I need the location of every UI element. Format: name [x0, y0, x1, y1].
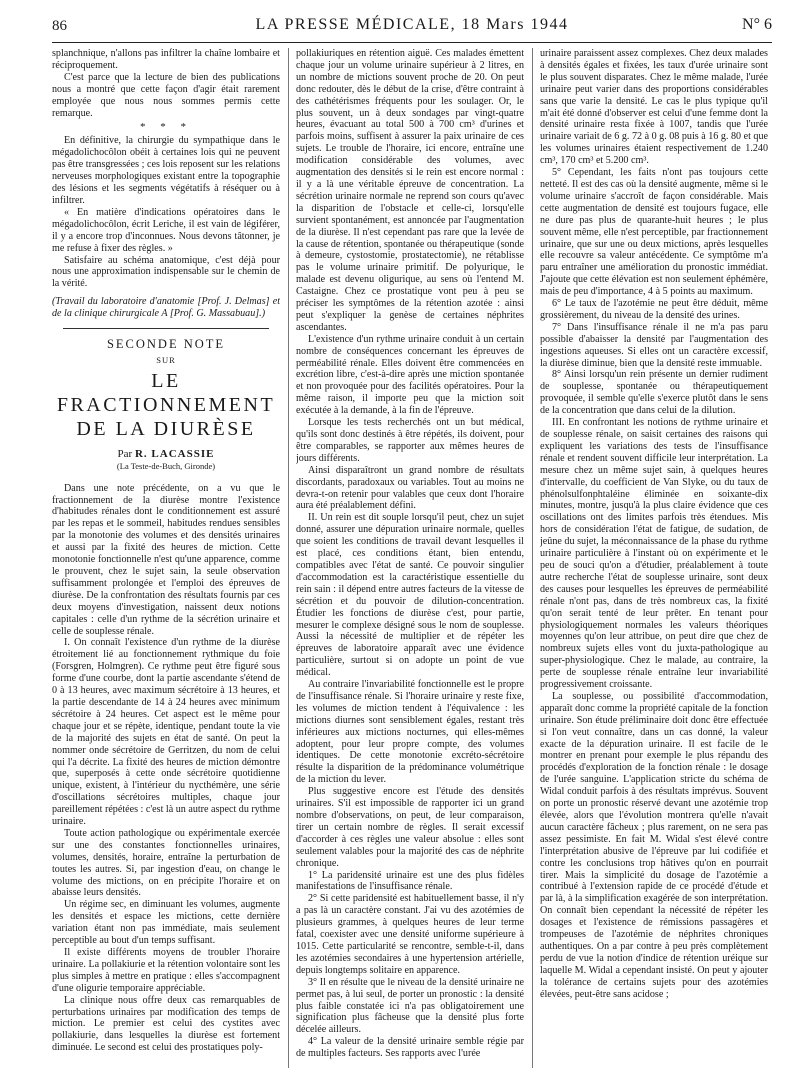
paragraph: C'est parce que la lecture de bien des publications nous a montré que cette façon d'agir était rarement employée que nous nous sommes permis cette remarque.	[52, 71, 280, 119]
note-sur: SUR	[156, 354, 176, 365]
paragraph: splanchnique, n'allons pas infiltrer la chaîne lombaire et réciproquement.	[52, 48, 280, 71]
author-name: R. LACASSIE	[134, 447, 215, 460]
paragraph: La souplesse, ou possibilité d'accommodation, apparaît donc comme la propriété capitale de la fonction urinaire. Son étude préliminaire doit donc être effectuée si l'on veut connaître, dans un cas donné, la valeur exacte de la dépuration urinaire. Il est facile de le montrer en prenant pour exemple le plus répandu des procédés d'exploration de la fonction rénale : le dosage de l'urée sanguine. L'application stricte du schéma de Widal conduit parfois à des résultats imprévus. Souvent on porte un pronostic réservé devant une azotémie trop élevée, alors que l'évolution montrera qu'elle n'avait aucun caractère fâcheux ; plus rarement, on ne sera pas assez pessimiste. En fait M. Widal s'est élevé contre l'interprétation abusive de l'épreuve par lui codifiée et contre les conclusions trop hâtives qu'on en pourrait tirer. Mais la simplicité du dosage de l'azotémie a contribué à l'extension rapide de ce procédé d'étude et par là, à la simplification exagérée de son interprétation. On connaît bien cependant la nécessité de répéter les dosages et l'existence de rémissions passagères et trompeuses de l'azotémie de néphrites chroniques authentiques. On a par contre à peu près complètement perdu de vue la notion d'indice de rétention uréique sur laquelle M. Widal a cependant insisté. On peut y ajouter la tolérance de certains sujets pour des azotémies élevées, peut-être sans acidose ;	[540, 690, 768, 1000]
paragraph: 7° Dans l'insuffisance rénale il ne m'a pas paru possible d'abaisser la densité par l'augmentation des ingestions aqueuses. Si elles ont un caractère excessif, la diurèse diminue, bien que la densité reste immuable.	[540, 321, 768, 369]
column-2	[296, 48, 524, 1068]
affiliation-note: (Travail du laboratoire d'anatomie [Prof. J. Delmas] et de la clinique chirurgicale A [Prof. G. Massabuau].)	[52, 296, 280, 320]
paragraph: 2° Si cette paridensité est habituellement basse, il n'y a pas là un caractère constant. J'ai vu des azotémies de plusieurs grammes, à quelques heures de leur terme fatal, coexister avec une densité uniforme supérieure à 1015. Cette particularité se rencontre, semble-t-il, dans les azotémies secondaires à une hypertension artérielle, depuis longtemps solitaire en apparence.	[296, 893, 524, 976]
paragraph: Il existe différents moyens de troubler l'horaire urinaire. La pollakiurie et la rétention volontaire sont les plus simples à mettre en pratique : elles s'accompagnent d'une oligurie temporaire appréciable.	[52, 947, 280, 994]
paragraph: Satisfaire au schéma anatomique, c'est déjà pour nous une approximation indispensable sur le chemin de la vérité.	[52, 254, 280, 290]
section-asterisks: * * *	[140, 121, 192, 134]
note-heading: SECONDE NOTE	[106, 337, 226, 352]
paragraph: Lorsque les tests recherchés ont un but médical, qu'ils sont donc destinés à être répétés, ils doivent, pour être comparables, se rapporter aux mêmes heures de jours différents.	[296, 417, 524, 464]
paragraph: « En matière d'indications opératoires dans le mégadolichocôlon, écrit Leriche, il est vain de légiférer, il y a encore trop d'inconnues. Nous devons tâtonner, je me refuse à fixer des règles. »	[52, 206, 280, 254]
paragraph: La clinique nous offre deux cas remarquables de perturbations urinaires par modification des temps de miction. Le premier est celui des cystites avec pollakiurie, dans lesquelles la diurèse est fortement diminuée. Le second est celui des prostatiques poly-	[52, 994, 280, 1054]
paragraph: Toute action pathologique ou expérimentale exercée sur une des constantes fonctionnelles urinaires, volumes, densités, horaire, entraîne la perturbation de toutes les autres. Si, par ingestion d'eau, on change le volume des mictions, on en précipite l'horaire et on abaisse leurs densités.	[52, 827, 280, 899]
paragraph: 6° Le taux de l'azotémie ne peut être déduit, même grossièrement, du niveau de la densité des urines.	[540, 298, 768, 321]
paragraph: pollakiuriques en rétention aiguë. Ces malades émettent chaque jour un volume urinaire supérieur à 2 litres, en un nombre de mictions souvent proche de 20. On peut donc redouter, dès le début de la crise, d'être contraint à des cathétérismes fréquents pour les soulager. Or, le plus souvent, un à deux sondages par vingt-quatre heures, évacuant au total 500 à 700 cm³ d'urines et parfois moins, suffisent à assurer la paix urinaire de ces sujets. Le trouble de l'horaire, ici encore, entraîne une modification considérable des volumes, avec augmentation des densités si le rein est encore normal : il y a là une véritable épreuve de concentration. La sécrétion urinaire normale ne reprend son cours qu'avec la disparition de l'obstacle et celle-ci, lorsqu'elle survient spontanément, est annoncée par l'augmentation de la diurèse. Il n'est cependant pas rare que la levée de la cause de rétention, spontanée ou thérapeutique (sonde à demeure, cystostomie, prostatectomie), ne rétablisse pas le volume urinaire primitif. De polyurique, le malade est devenu oligurique, au sens où l'entend M. Castaigne. Chez ce prostatique vont peu à peu se préciser les symptômes de la rétention azotée : ainsi peut s'expliquer la genèse de certaines néphrites ascendantes.	[296, 48, 524, 333]
paragraph: L'existence d'un rythme urinaire conduit à un certain nombre de conséquences concernant les épreuves de perméabilité rénale. Elles doivent être commencées en excrétion libre, c'est-à-dire après une miction spontanée et non provoquée pour des facilités opératoires. Pour la même raison, il importe peu que la miction soit exécutée à la demande, à la fin de l'épreuve.	[296, 333, 524, 417]
paragraph: 4° La valeur de la densité urinaire semble régie par de multiples facteurs. Ses rapports avec l'urée	[296, 1036, 524, 1060]
paragraph: Dans une note précédente, on a vu que le fractionnement de la diurèse montre l'existence d'habitudes rénales dont le conditionnement est assuré par les repas et le sommeil, habitudes rendues sensibles par la monotonie des volumes et des densités urinaires et aussi par la fixité des heures de miction. Cette monotonie fonctionnelle n'est qu'une apparence, comme le prouvent, chez le sujet sain, la seule observation suffisamment prolongée et l'emploi des épreuves de diurèse. De la confrontation des résultats fournis par ces deux moyens d'investigation, naissent deux notions capitales : celle d'un rythme de la sécrétion urinaire et celle de souplesse rénale.	[52, 482, 280, 637]
column-divider	[532, 48, 533, 1068]
paragraph: 8° Ainsi lorsqu'un rein présente un dernier rudiment de souplesse, spontanée ou thérapeutiquement provoquée, il semble qu'elle s'exerce plutôt dans le sens de la concentration que dans celui de la dilution.	[540, 369, 768, 417]
author-prefix: Par	[117, 447, 133, 460]
paragraph: I. On connaît l'existence d'un rythme de la diurèse étroitement lié au fonctionnement rythmique du foie (Forsgren, Holmgren). Ce rythme peut être figuré sous forme d'une courbe, dont la partie ascendante s'étend de 0 à 13 heures, avec maximum sécrétoire à 13 heures, et la partie descendante de 14 à 24 heures avec minimum sécrétoire à 24 heures. Cet aspect est le même pour chaque jour et se répète, identique, pendant toute la vie de la majorité des sujets en état de santé. On peut la nommer onde sécrétoire de Gerritzen, du nom de celui qui l'a décrite. La fixité des heures de miction démontre que, superposés à cette onde sécrétoire quotidienne unique, existent, à l'intérieur du nycthémère, une série d'oscillations sécrétoires multiples, chaque jour pareillement répétées : c'est là un autre aspect du rythme urinaire.	[52, 637, 280, 828]
article-columns	[52, 48, 772, 1068]
paragraph: urinaire paraissent assez complexes. Chez deux malades à densités égales et fixées, les taux d'urée urinaire sont le plus souvent disparates. Chez le même malade, l'urée urinaire peut varier dans des proportions considérables sans que varie la densité. Le cas le plus typique qu'il m'ait été donné d'observer est celui d'une femme dont la densité urinaire resta fixée à 1007, tandis que l'urée urinaire variait de 6 g. 72 à 0 g. 08 puis à 16 g. 80 et que les volumes urinaires étaient respectivement de 1.240 cm³, 170 cm³ et 5.200 cm³.	[540, 48, 768, 167]
author-location: (La Teste-de-Buch, Gironde)	[116, 460, 216, 471]
column-1	[52, 48, 280, 1068]
article-title-line-2: DE LA DIURÈSE	[76, 417, 256, 440]
page-header	[52, 14, 772, 43]
issue-number: N° 6	[742, 16, 772, 33]
journal-title: LA PRESSE MÉDICALE, 18 Mars 1944	[255, 16, 569, 33]
article-separator	[63, 328, 268, 329]
column-divider	[288, 48, 289, 1068]
article-title-line-1: LE FRACTIONNEMENT	[56, 369, 276, 416]
paragraph: 3° Il en résulte que le niveau de la densité urinaire ne permet pas, à lui seul, de porter un pronostic : la densité plus faible constatée ici n'a pas obligatoirement une signification plus fâcheuse que la densité plus forte décelée ailleurs.	[296, 976, 524, 1036]
paragraph: Un régime sec, en diminuant les volumes, augmente les densités et espace les mictions, cette dernière variation étant non pas immédiate, mais seulement perceptible au bout d'un temps suffisant.	[52, 899, 280, 947]
journal-page	[52, 14, 772, 1074]
paragraph: Au contraire l'invariabilité fonctionnelle est le propre de l'insuffisance rénale. Si l'horaire urinaire y reste fixe, les volumes de miction tendent à l'équivalence : les mictions diurnes sont sensiblement égales, restant très inférieures aux mictions nocturnes, qui elles-mêmes adoptent, pour leur propre compte, des volumes identiques. De cette monotonie excréto-sécrétoire résulte la disparition de la prédominance volumétrique de la miction du lever.	[296, 679, 524, 786]
column-3	[540, 48, 768, 1068]
author-line	[52, 449, 280, 461]
paragraph: Plus suggestive encore est l'étude des densités urinaires. S'il est impossible de rapporter ici un grand nombre d'observations, on peut, de leur comparaison, tirer un certain nombre de règles. Il serait excessif d'accorder à ces règles une valeur absolue : elles sont seulement valables pour la majorité des cas de néphrite chronique.	[296, 786, 524, 869]
page-number: 86	[52, 18, 67, 34]
paragraph: 5° Cependant, les faits n'ont pas toujours cette netteté. Il est des cas où la densité augmente, même si le volume urinaire s'accroît de façon considérable. Mais cette augmentation de densité est toujours fugace, elle ne dure pas plus de quarante-huit heures ; le plus souvent même, elle n'est perceptible, par fractionnement urinaire, que sur une ou deux mictions, après lesquelles elle recouvre sa valeur antécédente. Ce symptôme m'a paru entraîner une amélioration du pronostic immédiat. J'ajoute que cette élévation est non seulement éphémère, mais de peu d'importance, 4 à 5 points au maximum.	[540, 167, 768, 298]
paragraph: Ainsi disparaîtront un grand nombre de résultats discordants, paradoxaux ou variables. Tout au moins ne devra-t-on retenir pour valables que ceux dont l'horaire aura été préalablement défini.	[296, 464, 524, 512]
paragraph: III. En confrontant les notions de rythme urinaire et de souplesse rénale, on saisit certaines des raisons qui expliquent les variations des tests de l'insuffisance rénale et rendent souvent difficile leur interprétation. La mesure chez un même sujet sain, à quelques heures d'intervalle, du coefficient de Van Slyke, ou du taux de phénolsulfonphtaléine éliminée en soixante-dix minutes, montre, jusqu'à la plus claire évidence que ces oscillations ont des limites parfois très étendues. Mis hors de considération l'état de fatigue, de sudation, de jeûne du sujet, la méconnaissance de la phase du rythme urinaire particulière à l'instant où on expérimente et le peu de souci qu'on a d'étudier, préalablement à toute autre recherche l'état de souplesse urinaire, sont deux des causes pour lesquelles les épreuves de perméabilité rénale n'ont pas, dans de très nombreux cas, la fixité qu'on serait tenté de leur prêter. En tenant pour physiologiquement normales les valeurs théoriques moyennes qu'on leur attribue, on peut dire que chez de nombreux sujets elles vont du juxta-pathologique au super-physiologique. Chez le malade, au contraire, la perte de souplesse rénale entraîne leur invariabilité progressivement croissante.	[540, 417, 768, 691]
paragraph: En définitive, la chirurgie du sympathique dans le mégadolichocôlon obéit à certaines lois qui ne peuvent pas être transgressées ; ces lois reposent sur les relations nerveuses morphologiques existant entre la topographie des lésions et les segments végétatifs à réséquer ou à infiltrer.	[52, 135, 280, 206]
paragraph: 1° La paridensité urinaire est une des plus fidèles manifestations de l'insuffisance rénale.	[296, 869, 524, 893]
paragraph: II. Un rein est dit souple lorsqu'il peut, chez un sujet donné, assurer une dépuration urinaire normale, quelles que soient les conditions de travail devant lesquelles il est placé, ces conditions étant, bien entendu, compatibles avec l'état de santé. Ce pouvoir singulier d'accommodation est la caractéristique essentielle du rein sain : il dépend entre autres facteurs de la vitesse de sécrétion et du pouvoir de dilution-concentration. Étudier les fonctions de diurèse c'est, pour partie, mesurer le complexe désigné sous le nom de souplesse. Aussi la nécessité de multiplier et de répéter les épreuves de laboratoire apparaît avec une évidence particulière, surtout si on adopte un point de vue médical.	[296, 512, 524, 679]
